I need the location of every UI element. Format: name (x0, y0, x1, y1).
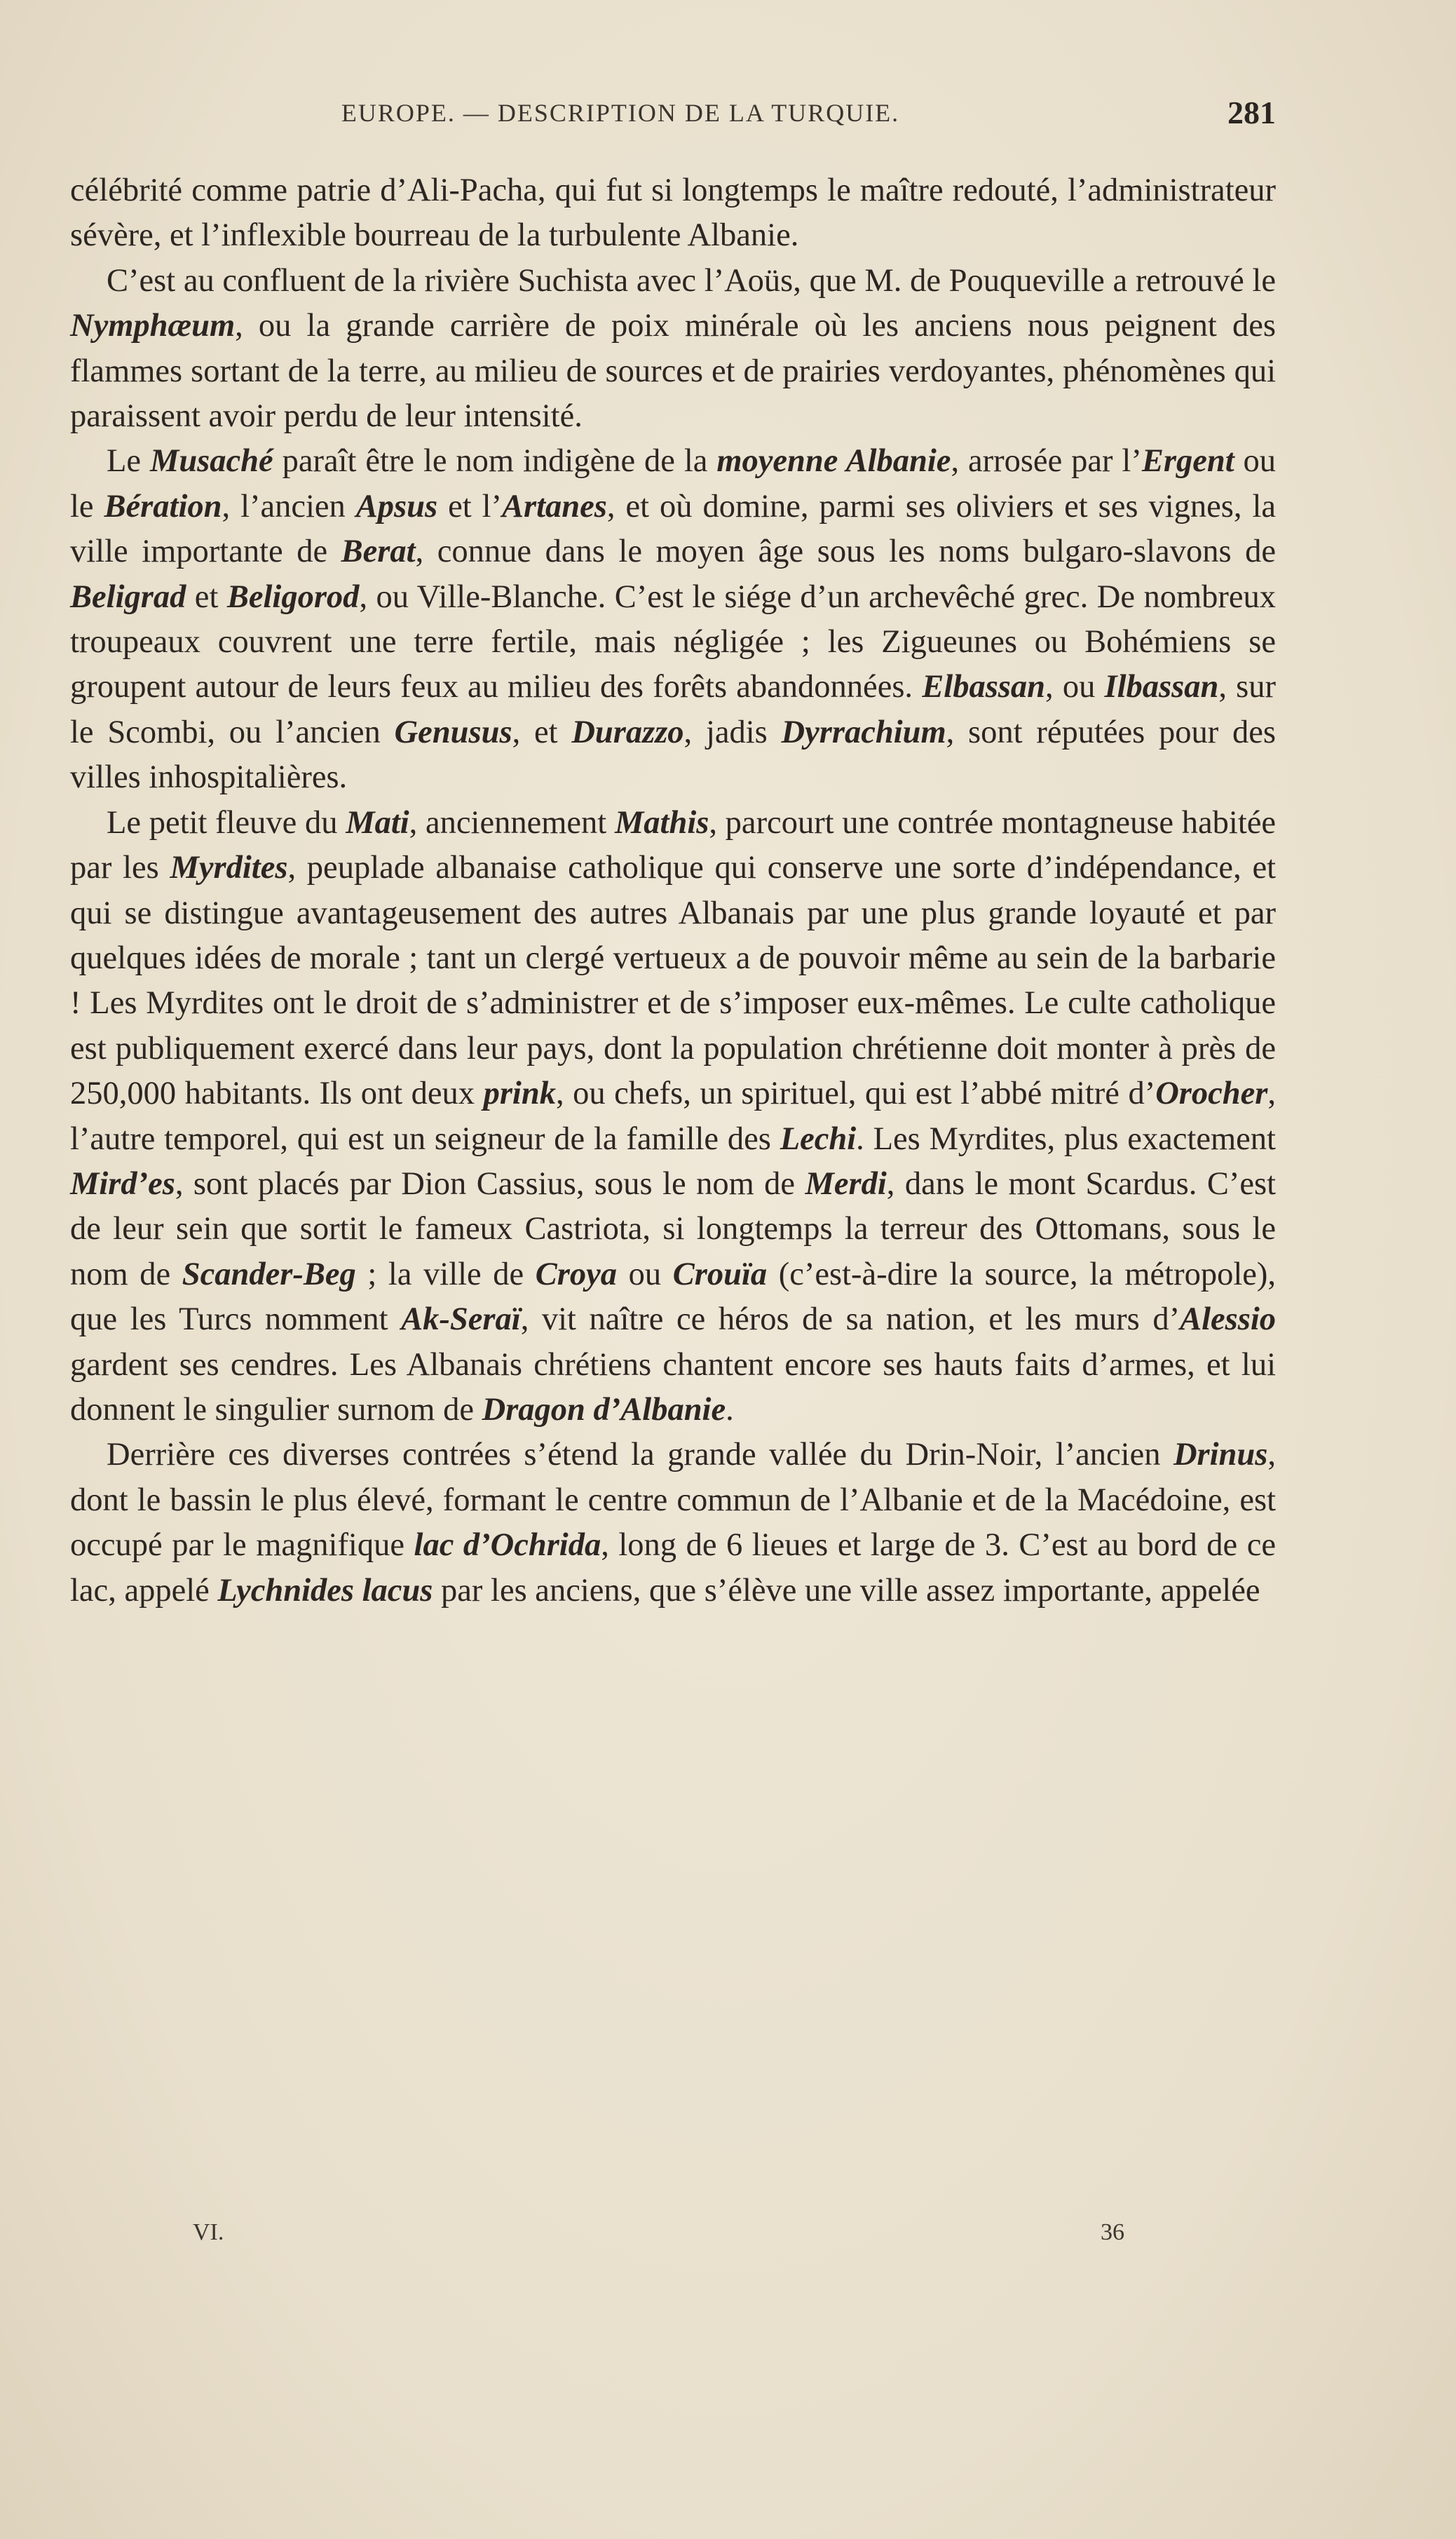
italic-term: Ak-Seraï (401, 1301, 521, 1338)
text-run: , dans le mont Scardus. C’est de leur sein que sortit le fameux Castriota, si longtemps la terreur des Ottomans, sous le nom de (70, 1165, 1276, 1292)
paragraph (70, 801, 1276, 1433)
italic-term: Bération (104, 488, 222, 524)
text-run: , long de 6 lieues et large de 3. C’est au bord de ce lac, appelé (70, 1527, 1276, 1609)
italic-term: Beligrad (70, 578, 186, 615)
italic-term: Scander-Beg (182, 1256, 356, 1292)
text-run: , ou la grande carrière de poix minérale où les anciens nous peignent des flammes sortant de la terre, au milieu de sources et de prairies verdoyantes, phénomènes qui paraissent avoir perdu de leur intensité. (70, 308, 1276, 435)
italic-term: Artanes (502, 488, 607, 524)
italic-term: Mati (346, 804, 409, 841)
text-run: , sur le Scombi, ou l’ancien (70, 669, 1277, 750)
body-text (70, 168, 1276, 1613)
italic-term: Genusus (394, 714, 512, 750)
italic-term: Orocher (1155, 1076, 1268, 1112)
text-run: ou le (70, 443, 1277, 524)
italic-term: Dyrrachium (781, 714, 946, 750)
italic-term: Drinus (1173, 1437, 1268, 1473)
text-run: , arrosée par l’ (951, 443, 1142, 480)
text-run: , l’ancien (222, 488, 356, 524)
text-run: Le (107, 443, 150, 480)
signature-mark: VI. (193, 2219, 224, 2245)
text-run: , ou chefs, un spirituel, qui est l’abbé mitré d’ (555, 1076, 1156, 1112)
italic-term: Berat (341, 534, 416, 570)
italic-term: lac d’Ochrida (414, 1527, 601, 1564)
italic-term: Lechi (780, 1120, 857, 1157)
italic-term: Durazzo (571, 714, 684, 750)
paragraph (70, 259, 1276, 440)
text-run: ou (617, 1256, 673, 1292)
paragraph (70, 1433, 1276, 1613)
text-run: , sont placés par Dion Cassius, sous le nom de (175, 1165, 805, 1202)
text-run: gardent ses cendres. Les Albanais chrétiens chantent encore ses hauts faits d’armes, et lui donnent le singulier surnom de (70, 1346, 1276, 1428)
italic-term: Dragon d’Albanie (482, 1391, 726, 1428)
text-run: ; la ville de (355, 1256, 536, 1292)
italic-term: Elbassan (922, 669, 1046, 705)
italic-term: Apsus (355, 488, 438, 524)
page-footer (70, 2219, 1276, 2254)
italic-term: Mathis (614, 804, 709, 841)
text-run: , et où domine, parmi ses oliviers et ses vignes, la ville importante de (70, 488, 1277, 570)
page-number: 281 (1227, 95, 1276, 130)
italic-term: prink (483, 1076, 556, 1112)
italic-term: Nymphæum (70, 308, 236, 344)
text-run: . (726, 1391, 734, 1428)
text-run: , vit naître ce héros de sa nation, et les murs d’ (520, 1301, 1181, 1338)
text-run: , ou (1045, 669, 1105, 705)
italic-term: Ilbassan (1104, 669, 1219, 705)
italic-term: moyenne Albanie (716, 443, 951, 480)
text-run: , parcourt une contrée montagneuse habitée par les (70, 804, 1277, 886)
text-run: par les anciens, que s’élève une ville assez importante, appelée (433, 1572, 1260, 1609)
text-run: C’est au confluent de la rivière Suchista avec l’Aoüs, que M. de Pouqueville a retrouvé le (107, 262, 1276, 299)
italic-term: Merdi (805, 1165, 887, 1202)
italic-term: Ergent (1141, 443, 1234, 480)
italic-term: Myrdites (170, 850, 288, 886)
text-run: , jadis (683, 714, 782, 750)
italic-term: Alessio (1180, 1301, 1276, 1338)
text-run: Le petit fleuve du (107, 804, 346, 841)
text-run: , dont le bassin le plus élevé, formant le centre commun de l’Albanie et de la Macédoine, est occupé par le magnifique (70, 1437, 1276, 1564)
text-run: , anciennement (409, 804, 615, 841)
running-title: EUROPE. — DESCRIPTION DE LA TURQUIE. (341, 99, 900, 127)
italic-term: Crouïa (672, 1256, 768, 1292)
folio-number: 36 (1101, 2219, 1124, 2245)
text-run: , ou Ville-Blanche. C’est le siége d’un archevêché grec. De nombreux troupeaux couvrent une terre fertile, mais négligée ; les Zigueunes ou Bohémiens se groupent autour de leurs feux au milieu des forêts abandonnées. (70, 578, 1277, 705)
text-run: , connue dans le moyen âge sous les noms bulgaro-slavons de (415, 534, 1276, 570)
italic-term: Lychnides lacus (217, 1572, 433, 1609)
italic-term: Croya (535, 1256, 618, 1292)
text-run: et l’ (437, 488, 502, 524)
paragraph (70, 439, 1276, 800)
text-run: , l’autre temporel, qui est un seigneur de la famille des (70, 1076, 1276, 1157)
text-run: et (186, 578, 227, 615)
italic-term: Musaché (149, 443, 273, 480)
italic-term: Beligorod (226, 578, 360, 615)
page-header (70, 95, 1276, 140)
italic-term: Mird’es (70, 1165, 175, 1202)
paragraph (70, 168, 1276, 259)
text-run: paraît être le nom indigène de la (273, 443, 717, 480)
text-run: , et (512, 714, 572, 750)
text-run: (c’est-à-dire la source, la métropole), que les Turcs nomment (70, 1256, 1277, 1338)
text-run: , peuplade albanaise catholique qui conserve une sorte d’indépendance, et qui se distingue avantageusement des autres Albanais par une plus grande loyauté et par quelques idées de morale ; tant un clergé vertueux a de pouvoir même au sein de la barbarie ! Les Myrdites ont le droit de s’administrer et de s’imposer eux-mêmes. Le culte catholique est publiquement exercé dans leur pays, dont la population chrétienne doit monter à près de 250,000 habitants. Ils ont deux (70, 850, 1277, 1112)
text-run: célébrité comme patrie d’Ali-Pacha, qui fut si longtemps le maître redouté, l’administrateur sévère, et l’inflexible bourreau de la turbulente Albanie. (70, 172, 1276, 254)
text-run: Derrière ces diverses contrées s’étend la grande vallée du Drin-Noir, l’ancien (107, 1437, 1173, 1473)
text-run: . Les Myrdites, plus exactement (856, 1120, 1276, 1157)
text-run: , sont réputées pour des villes inhospitalières. (70, 714, 1277, 796)
